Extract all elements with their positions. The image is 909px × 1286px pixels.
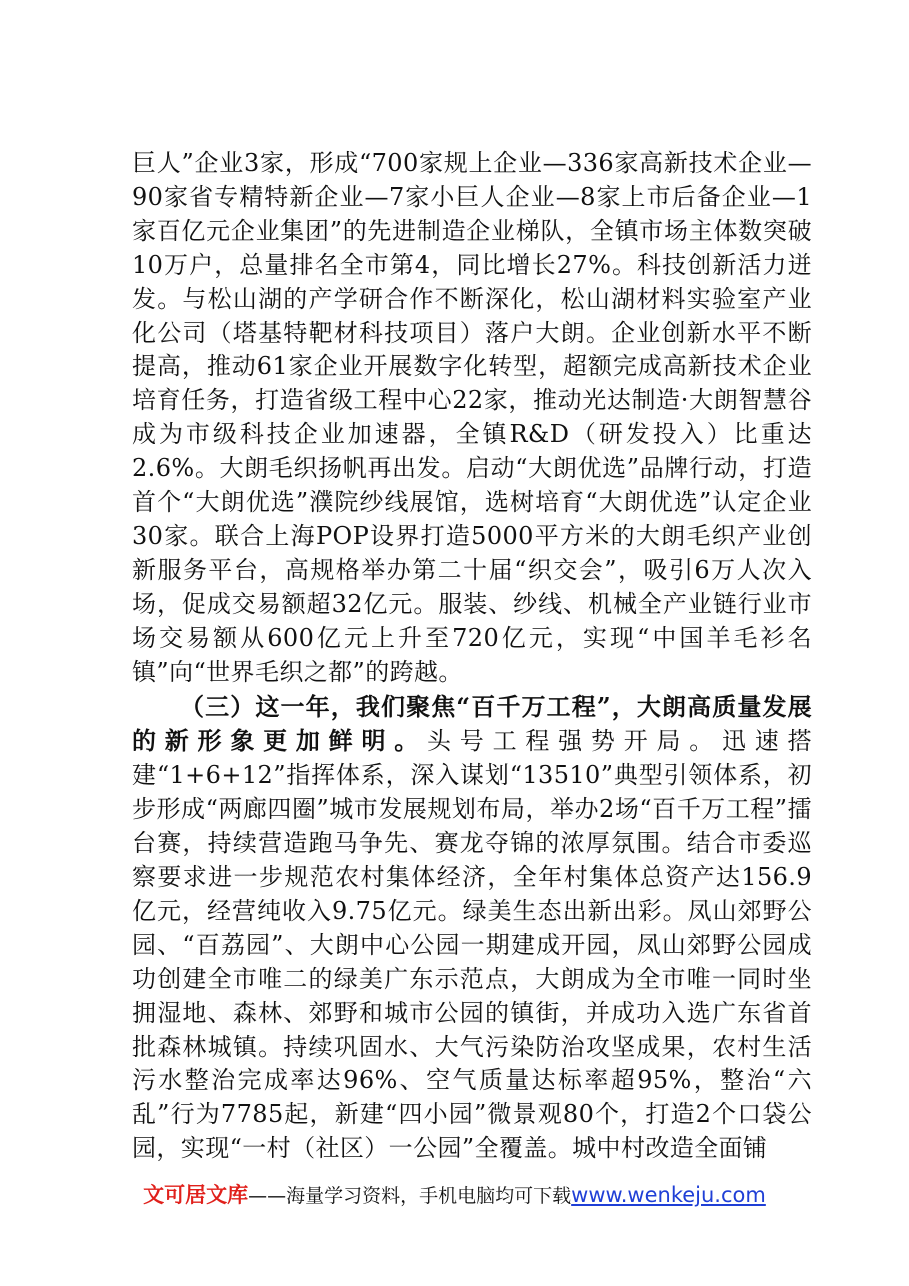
- section-heading-lead: （三）这一年，我们聚焦“百千万工程”，大朗高质量发展的新形象更加鲜明。: [132, 691, 812, 756]
- paragraph-continuation: 巨人”企业3家，形成“700家规上企业—336家高新技术企业—90家省专精特新企业—7家小巨人企业—8家上市后备企业—1家百亿元企业集团”的先进制造企业梯队，全镇市场主体数突破10万户，总量排名全市第4，同比增长27%。科技创新活力迸发。与松山湖的产学研合作不断深化，松山湖材料实验室产业化公司（塔基特靶材科技项目）落户大朗。企业创新水平不断提高，推动61家企业开展数字化转型，超额完成高新技术企业培育任务，打造省级工程中心22家，推动光达制造·大朗智慧谷成为市级科技企业加速器，全镇R&D（研发投入）比重达2.6%。大朗毛织扬帆再出发。启动“大朗优选”品牌行动，打造首个“大朗优选”濮院纱线展馆，选树培育“大朗优选”认定企业30家。联合上海POP设界打造5000平方米的大朗毛织产业创新服务平台，高规格举办第二十届“织交会”，吸引6万人次入场，促成交易额超32亿元。服装、纱线、机械全产业链行业市场交易额从600亿元上升至720亿元，实现“中国羊毛衫名镇”向“世界毛织之都”的跨越。: [132, 149, 812, 686]
- document-body: [132, 147, 812, 1166]
- footer-brand: 文可居文库: [143, 1183, 249, 1207]
- page-footer: [0, 1180, 909, 1211]
- section-body-text: 头号工程强势开局。迅速搭建“1+6+12”指挥体系，深入谋划“13510”典型引领体系，初步形成“两廊四圈”城市发展规划布局，举办2场“百千万工程”擂台赛，持续营造跑马争先、赛龙夺锦的浓厚氛围。结合市委巡察要求进一步规范农村集体经济，全年村集体总资产达156.9亿元，经营纯收入9.75亿元。绿美生态出新出彩。凤山郊野公园、“百荔园”、大朗中心公园一期建成开园，凤山郊野公园成功创建全市唯二的绿美广东示范点，大朗成为全市唯一同时坐拥湿地、森林、郊野和城市公园的镇街，并成功入选广东省首批森林城镇。持续巩固水、大气污染防治攻坚成果，农村生活污水整治完成率达96%、空气质量达标率超95%，整治“六乱”行为7785起，新建“四小园”微景观80个，打造2个口袋公园，实现“一村（社区）一公园”全覆盖。城中村改造全面铺: [132, 727, 812, 1163]
- paragraph-section-three: [132, 690, 812, 1167]
- footer-tagline: ——海量学习资料，手机电脑均可下载: [248, 1185, 572, 1207]
- footer-site-link[interactable]: www.wenkeju.com: [571, 1183, 766, 1207]
